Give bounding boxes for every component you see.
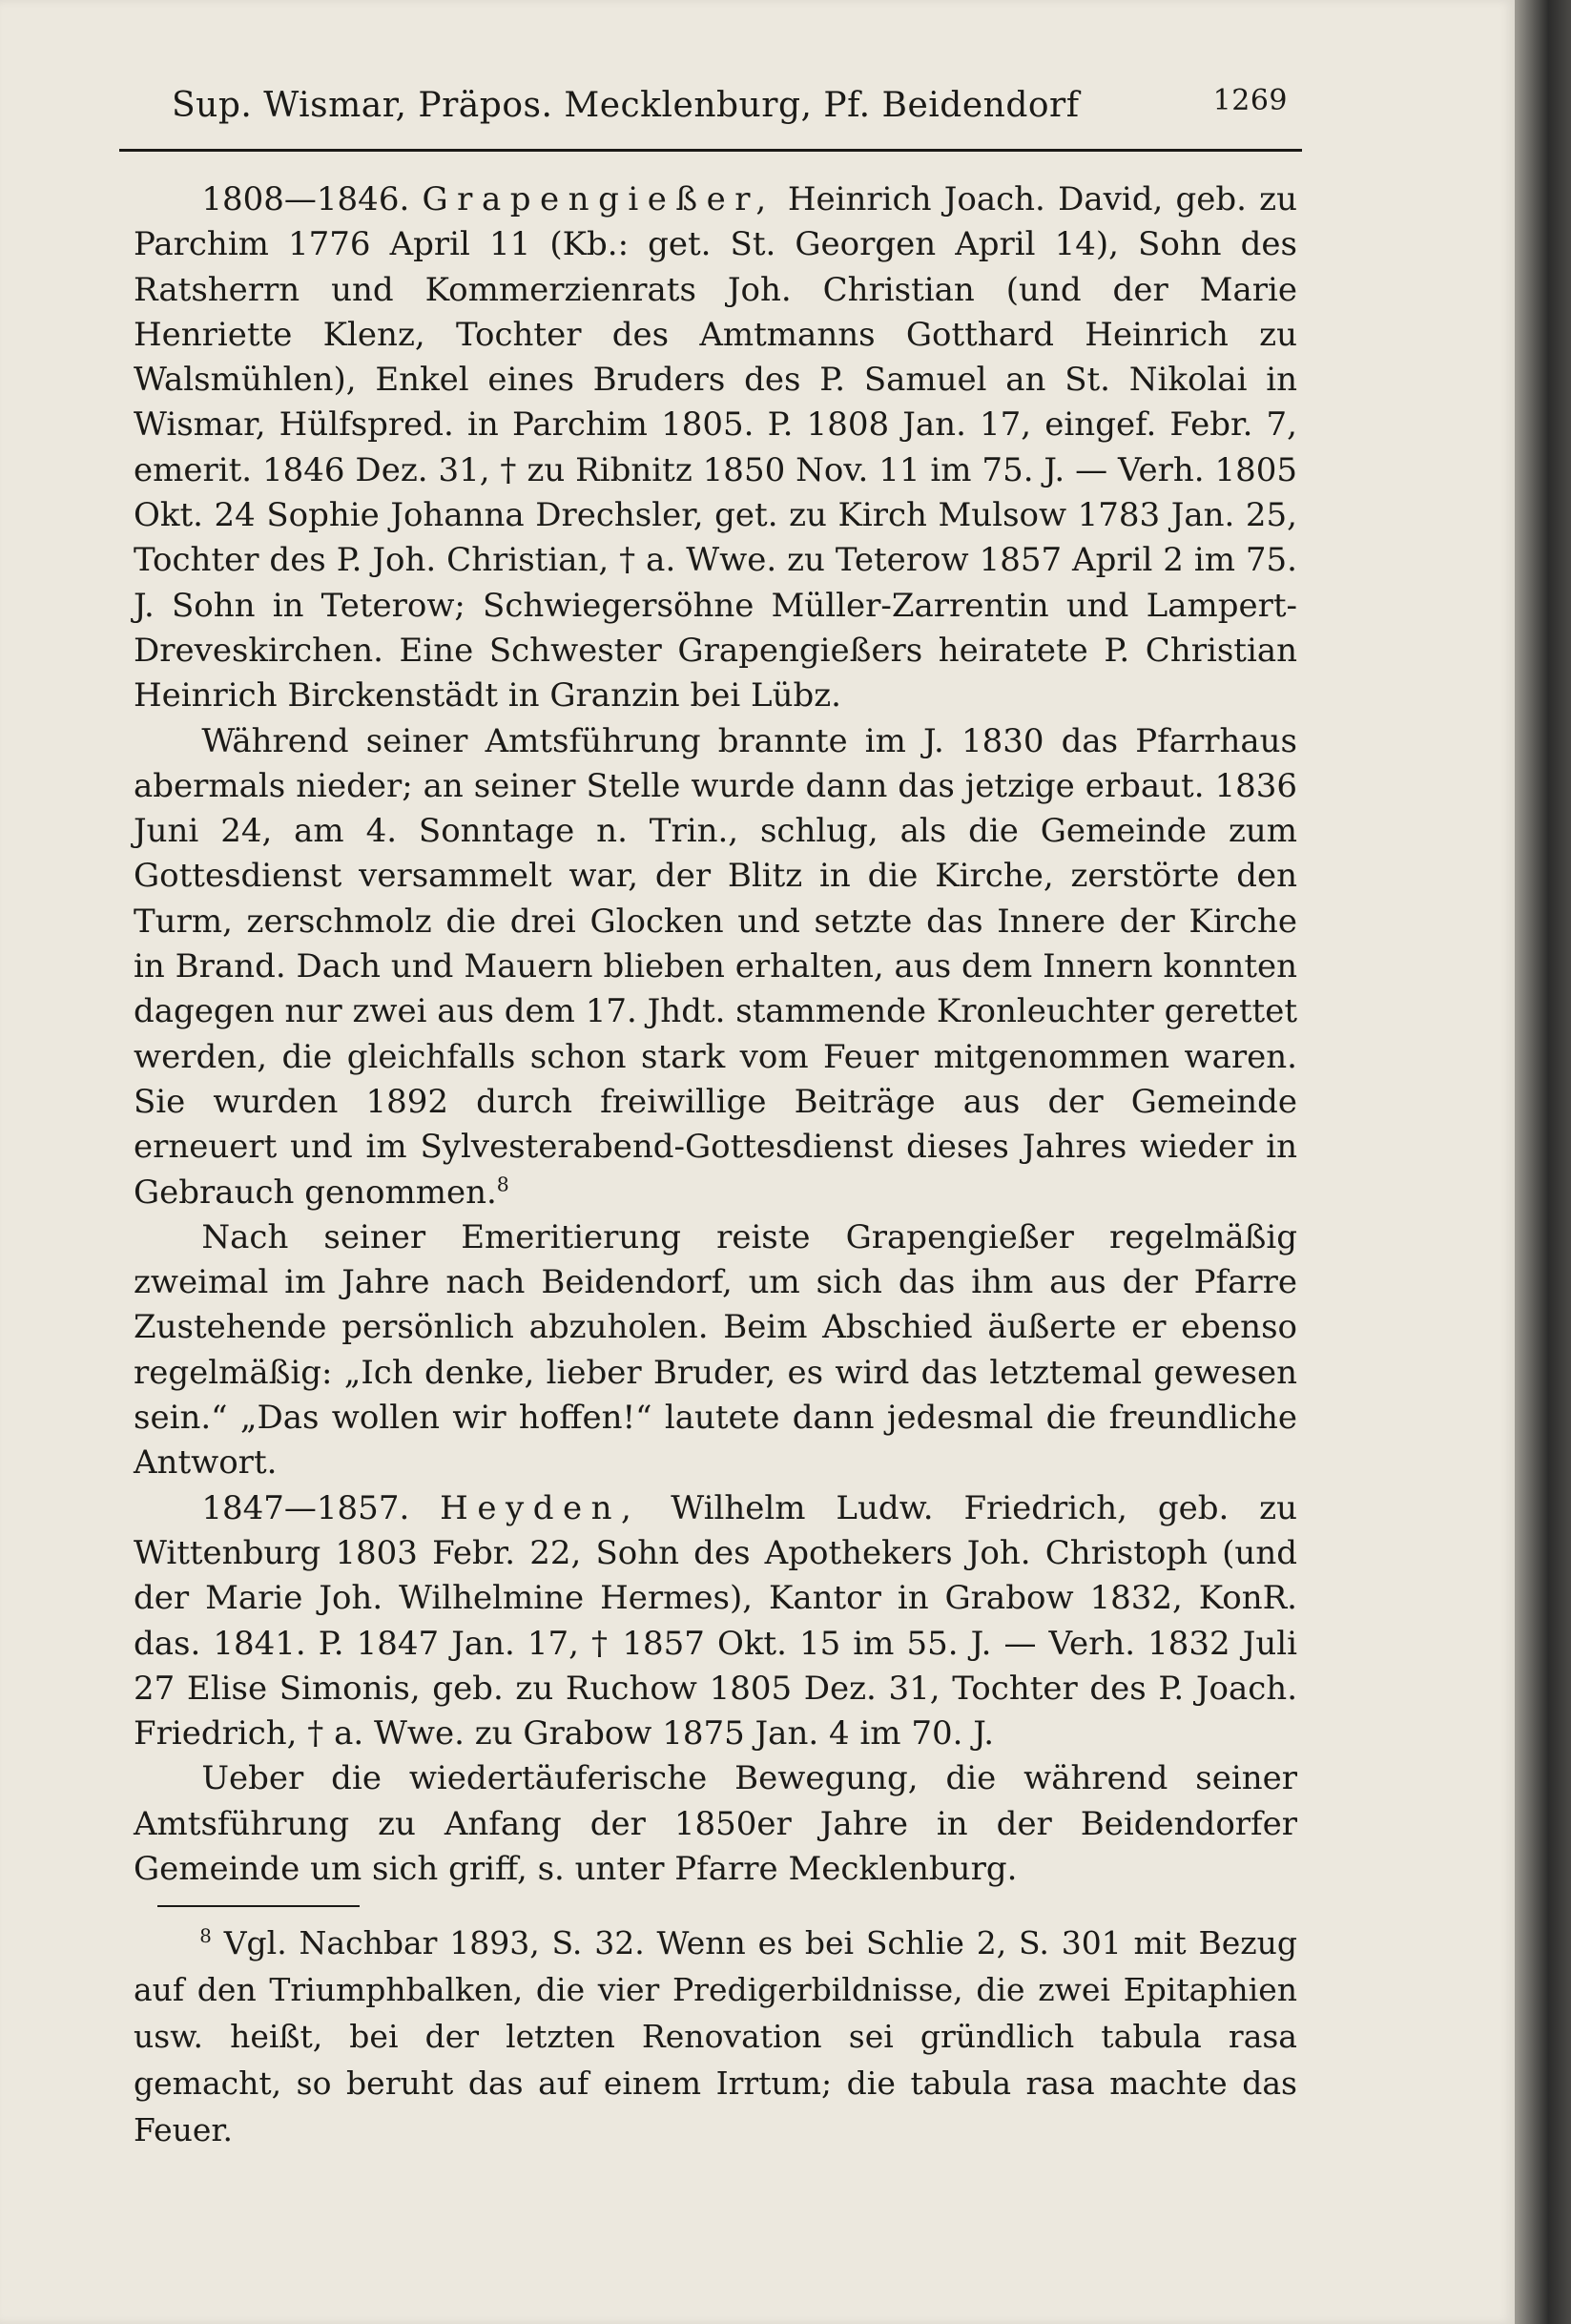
paragraph-text: Ueber die wiedertäuferische Bewegung, die während seiner Amtsführung zu Anfang der 1850er Jahre in der Beidendorfer Gemeinde um sich griff, s. unter Pfarre Mecklenburg. [134,1759,1297,1888]
main-text [134,177,1297,1892]
entry-text: Heinrich Joach. David, geb. zu Parchim 1776 April 11 (Kb.: get. St. Georgen April 14), Sohn des Ratsherrn und Kommerzienrats Joh. Christian (und der Marie Henriette Klenz, Tochter des Amtmanns Gotthard Heinrich zu Walsmühlen), Enkel eines Bruders des P. Samuel an St. Nikolai in Wismar, Hülfspred. in Parchim 1805. P. 1808 Jan. 17, eingef. Febr. 7, emerit. 1846 Dez. 31, † zu Ribnitz 1850 Nov. 11 im 75. J. — Verh. 1805 Okt. 24 Sophie Johanna Drechsler, get. zu Kirch Mulsow 1783 Jan. 25, Tochter des P. Joh. Christian, † a. Wwe. zu Teterow 1857 April 2 im 75. J. Sohn in Teterow; Schwiegersöhne Müller-Zarrentin und Lampert-Dreveskirchen. Eine Schwester Grapengießers heiratete P. Christian Heinrich Birckenstädt in Granzin bei Lübz. [134,180,1297,716]
entry-text: Wilhelm Ludw. Friedrich, geb. zu Wittenburg 1803 Febr. 22, Sohn des Apothekers Joh. Christoph (und der Marie Joh. Wilhelmine Hermes), Kantor in Grabow 1832, KonR. das. 1841. P. 1847 Jan. 17, † 1857 Okt. 15 im 55. J. — Verh. 1832 Juli 27 Elise Simonis, geb. zu Ruchow 1805 Dez. 31, Tochter des P. Joach. Friedrich, † a. Wwe. zu Grabow 1875 Jan. 4 im 70. J. [134,1488,1297,1753]
header-rule [119,149,1302,152]
paragraph-text: Nach seiner Emeritierung reiste Grapengießer regelmäßig zweimal im Jahre nach Beidendorf, um sich das ihm aus der Pfarre Zustehende persönlich abzuholen. Beim Abschied äußerte er ebenso regelmäßig: „Ich denke, lieber Bruder, es wird das letztemal gewesen sein.“ „Das wollen wir hoffen!“ lautete dann jedesmal die freundliche Antwort. [134,1217,1297,1483]
book-spine-edge [1515,0,1571,2324]
entry-name: Grapengießer, [422,180,775,218]
paragraph-anabaptist [134,1756,1297,1892]
paragraph-emeritus [134,1215,1297,1486]
entry-name: Heyden, [440,1488,641,1527]
footnote-paragraph [134,1919,1297,2153]
entry-heyden [134,1486,1297,1757]
footnote-rule [157,1905,360,1907]
running-header [172,84,1288,137]
entry-dates: 1808—1846. [201,180,410,218]
footnote [134,1919,1297,2153]
footnote-marker: 8 [199,1925,212,1947]
page-number: 1269 [1212,84,1288,117]
entry-dates: 1847—1857. [201,1488,410,1527]
footnote-text: Vgl. Nachbar 1893, S. 32. Wenn es bei Schlie 2, S. 301 mit Bezug auf den Triumphbalken, die vier Predigerbildnisse, die zwei Epitaphien usw. heißt, bei der letzten Renovation sei gründlich tabula rasa gemacht, so beruht das auf einem Irrtum; die tabula rasa machte das Feuer. [134,1924,1297,2148]
entry-grapengiesser [134,177,1297,719]
header-title: Sup. Wismar, Präpos. Mecklenburg, Pf. Beidendorf [172,86,1080,125]
footnote-reference: 8 [496,1172,509,1196]
paragraph-text: Während seiner Amtsführung brannte im J. 1830 das Pfarrhaus abermals nieder; an seiner Stelle wurde dann das jetzige erbaut. 1836 Juni 24, am 4. Sonntage n. Trin., schlug, als die Gemeinde zum Gottesdienst versammelt war, der Blitz in die Kirche, zerstörte den Turm, zerschmolz die drei Glocken und setzte das Innere der Kirche in Brand. Dach und Mauern blieben erhalten, aus dem Innern konnten dagegen nur zwei aus dem 17. Jhdt. stammende Kronleuchter gerettet werden, die gleichfalls schon stark vom Feuer mitgenommen waren. Sie wurden 1892 durch freiwillige Beiträge aus der Gemeinde erneuert und im Sylvesterabend-Gottesdienst dieses Jahres wieder in Gebrauch genommen. [134,721,1297,1212]
paragraph-fire [134,719,1297,1215]
